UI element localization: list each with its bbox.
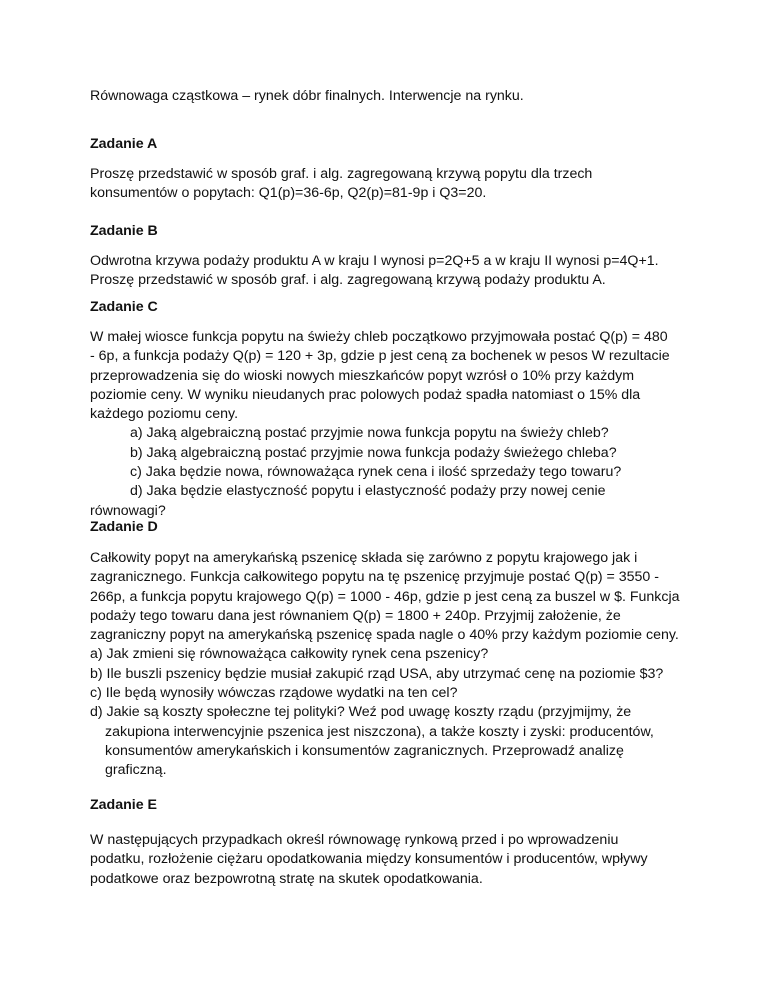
zadanie-e-body — [90, 831, 690, 889]
zadanie-b-heading: Zadanie B — [90, 223, 158, 239]
zadanie-d-line: podaży tego towaru dana jest równaniem Q(p) = 1800 + 240p. Przyjmij założenie, że — [90, 607, 621, 624]
zadanie-a-body — [90, 165, 690, 204]
zadanie-c-line: każdego poziomu ceny. — [90, 406, 239, 423]
zadanie-d-item-d-cont: konsumentów amerykańskich i konsumentów zagranicznych. Przeprowadź analizę — [105, 742, 624, 759]
zadanie-d-item-b: b) Ile buszli pszenicy będzie musiał zakupić rząd USA, aby utrzymać cenę na poziomie $3? — [90, 665, 664, 682]
document-title: Równowaga cząstkowa – rynek dóbr finalnych. Interwencje na rynku. — [90, 88, 524, 104]
zadanie-d-line: Całkowity popyt na amerykańską pszenicę składa się zarówno z popytu krajowego jak i — [90, 550, 638, 566]
zadanie-c-line: - 6p, a funkcja podaży Q(p) = 120 + 3p, gdzie p jest ceną za bochenek w pesos W rezultacie — [90, 348, 670, 365]
zadanie-c-line: W małej wiosce funkcja popytu na świeży chleb początkowo przyjmowała postać Q(p) = 480 — [90, 329, 668, 345]
zadanie-d-item-c: c) Ile będą wynosiły wówczas rządowe wydatki na ten cel? — [90, 685, 458, 702]
zadanie-c-item-d: d) Jaka będzie elastyczność popytu i elastyczność podaży przy nowej cenie — [130, 483, 606, 500]
zadanie-d-item-d: d) Jakie są koszty społeczne tej polityki? Weź pod uwagę koszty rządu (przyjmijmy, że — [90, 704, 632, 721]
zadanie-b-line: Odwrotna krzywa podaży produktu A w kraju I wynosi p=2Q+5 a w kraju II wynosi p=4Q+1. — [90, 253, 659, 269]
zadanie-c-tail: równowagi? — [90, 502, 166, 519]
zadanie-d-heading: Zadanie D — [90, 519, 158, 535]
zadanie-d-line: zagranicznego. Funkcja całkowitego popytu na tę pszenicę przyjmuje postać Q(p) = 3550 - — [90, 569, 659, 586]
zadanie-c-item-c: c) Jaka będzie nowa, równoważąca rynek cena i ilość sprzedaży tego towaru? — [130, 464, 622, 481]
zadanie-d-item-d-cont: zakupiona interwencyjnie pszenica jest niszczona), a także koszty i zyski: producentów, — [105, 723, 654, 740]
section-zadanie-a — [90, 135, 690, 154]
zadanie-d-item-d-cont: graficzną. — [105, 762, 167, 779]
zadanie-c-body — [90, 328, 690, 521]
zadanie-d-body — [90, 549, 690, 781]
zadanie-b-line: Proszę przedstawić w sposób graf. i alg. zagregowaną krzywą podaży produktu A. — [90, 272, 606, 289]
zadanie-a-heading: Zadanie A — [90, 136, 158, 152]
zadanie-d-item-a: a) Jak zmieni się równoważąca całkowity rynek cena pszenicy? — [90, 646, 489, 663]
zadanie-d-line: 266p, a funkcja popytu krajowego Q(p) = 1000 - 46p, gdzie p jest ceną za buszel w $. Funkcja — [90, 588, 680, 605]
section-zadanie-e — [90, 796, 690, 815]
zadanie-e-heading: Zadanie E — [90, 797, 158, 813]
zadanie-e-line: podatku, rozłożenie ciężaru opodatkowania między konsumentów i producentów, wpływy — [90, 851, 648, 868]
zadanie-c-item-b: b) Jaką algebraiczną postać przyjmie nowa funkcja podaży świeżego chleba? — [130, 444, 617, 461]
zadanie-c-line: poziomie ceny. W wyniku nieudanych prac polowych podaż spadła natomiast o 15% dla — [90, 386, 641, 403]
zadanie-c-line: przeprowadzenia się do wioski nowych mieszkańców popyt wzrósł o 10% przy każdym — [90, 367, 635, 384]
zadanie-c-heading: Zadanie C — [90, 299, 158, 315]
zadanie-e-line: W następujących przypadkach określ równowagę rynkową przed i po wprowadzeniu — [90, 832, 619, 848]
zadanie-a-line: konsumentów o popytach: Q1(p)=36-6p, Q2(p)=81-9p i Q3=20. — [90, 185, 487, 202]
zadanie-b-body — [90, 252, 690, 291]
zadanie-e-line: podatkowe oraz bezpowrotną stratę na skutek opodatkowania. — [90, 870, 483, 887]
section-zadanie-c — [90, 298, 690, 317]
zadanie-d-line: zagraniczny popyt na amerykańską pszenicę spada nagle o 40% przy każdym poziomie ceny. — [90, 627, 679, 644]
zadanie-c-item-a: a) Jaką algebraiczną postać przyjmie nowa funkcja popytu na świeży chleb? — [130, 425, 609, 442]
section-zadanie-b — [90, 222, 690, 241]
zadanie-a-line: Proszę przedstawić w sposób graf. i alg. zagregowaną krzywą popytu dla trzech — [90, 166, 593, 182]
section-zadanie-d — [90, 518, 690, 537]
